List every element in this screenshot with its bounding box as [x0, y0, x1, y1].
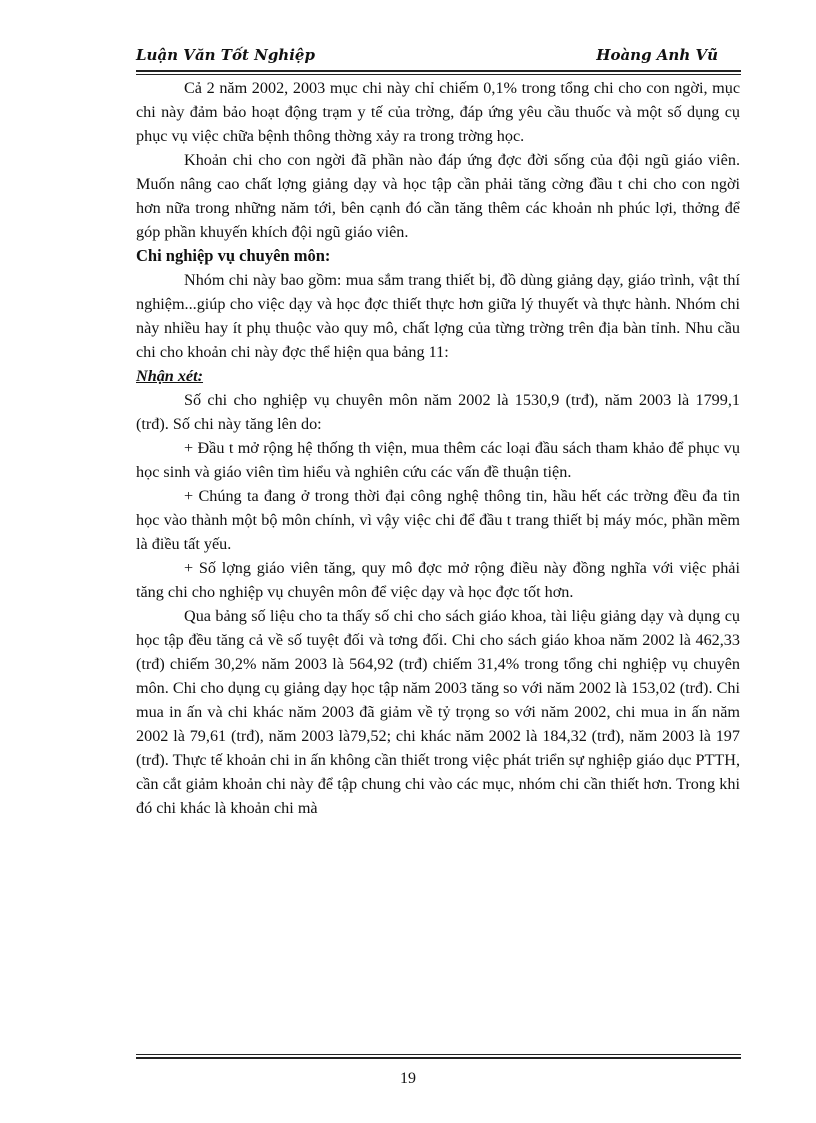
header-author-name: Hoàng Anh Vũ	[596, 46, 718, 64]
paragraph: Khoản chi cho con ngời đã phần nào đáp ứng đợc đời sống của đội ngũ giáo viên. Muốn nâng cao chất lợng giảng dạy và học tập cần phải tăng cờng đầu t chi cho con ngời hơn nữa trong những năm tới, bên cạnh đó cần tăng thêm các khoản nh phúc lợi, thởng để góp phần khuyến khích đội ngũ giáo viên.	[136, 151, 740, 241]
footer-rule-thin	[136, 1054, 741, 1055]
page-header	[136, 46, 740, 72]
header-thesis-title: Luận Văn Tốt Nghiệp	[136, 46, 315, 64]
paragraph: Cả 2 năm 2002, 2003 mục chi này chỉ chiếm 0,1% trong tổng chi cho con ngời, mục chi này đảm bảo hoạt động trạm y tế của trờng, đáp ứng yêu cầu thuốc và một số dụng cụ phục vụ việc chữa bệnh thông thờng xảy ra trong trờng học.	[136, 79, 740, 145]
bullet-paragraph: + Đầu t mở rộng hệ thống th viện, mua thêm các loại đầu sách tham khảo để phục vụ học sinh và giáo viên tìm hiểu và nghiên cứu các vấn đề thuận tiện.	[136, 439, 740, 481]
paragraph: Qua bảng số liệu cho ta thấy số chi cho sách giáo khoa, tài liệu giảng dạy và dụng cụ học tập đều tăng cả về số tuyệt đối và tơng đối. Chi cho sách giáo khoa năm 2002 là 462,33 (trđ) chiếm 30,2% năm 2003 là 564,92 (trđ) chiếm 31,4% trong tổng chi nghiệp vụ chuyên môn. Chi cho dụng cụ giảng dạy học tập năm 2003 tăng so với năm 2002 là 153,02 (trđ). Chi mua in ấn và chi khác năm 2003 đã giảm về tỷ trọng so với năm 2002, chi mua in ấn năm 2002 là 79,61 (trđ), năm 2003 là79,52; chi khác năm 2002 là 184,32 (trđ), năm 2003 là 197 (trđ). Thực tế khoản chi in ấn không cần thiết trong việc phát triển sự nghiệp giáo dục PTTH, cần cắt giảm khoản chi này để tập chung chi vào các mục, nhóm chi cần thiết hơn. Trong khi đó chi khác là khoản chi mà	[136, 607, 740, 817]
bullet-paragraph: + Số lợng giáo viên tăng, quy mô đợc mở rộng điều này đồng nghĩa với việc phải tăng chi cho nghiệp vụ chuyên môn để việc dạy và học đợc tốt hơn.	[136, 559, 740, 601]
header-rule-thin	[136, 74, 741, 75]
body-text	[136, 76, 740, 820]
footer-rule-thick	[136, 1057, 741, 1059]
paragraph: Số chi cho nghiệp vụ chuyên môn năm 2002 là 1530,9 (trđ), năm 2003 là 1799,1 (trđ). Số chi này tăng lên do:	[136, 391, 740, 433]
header-rule-thick	[136, 70, 741, 72]
paragraph: Nhóm chi này bao gồm: mua sắm trang thiết bị, đồ dùng giảng dạy, giáo trình, vật thí nghiệm...giúp cho việc dạy và học đợc thiết thực hơn giữa lý thuyết và thực hành. Nhóm chi này nhiều hay ít phụ thuộc vào quy mô, chất lợng của từng trờng trên địa bàn tỉnh. Nhu cầu chi cho khoản chi này đợc thể hiện qua bảng 11:	[136, 271, 740, 361]
section-heading: Chi nghiệp vụ chuyên môn:	[136, 246, 331, 265]
page-number: 19	[400, 1070, 416, 1087]
subsection-heading: Nhận xét:	[136, 367, 204, 385]
bullet-paragraph: + Chúng ta đang ở trong thời đại công nghệ thông tin, hầu hết các trờng đều đa tin học vào thành một bộ môn chính, vì vậy việc chi để đầu t trang thiết bị máy móc, phần mềm là điều tất yếu.	[136, 487, 740, 553]
